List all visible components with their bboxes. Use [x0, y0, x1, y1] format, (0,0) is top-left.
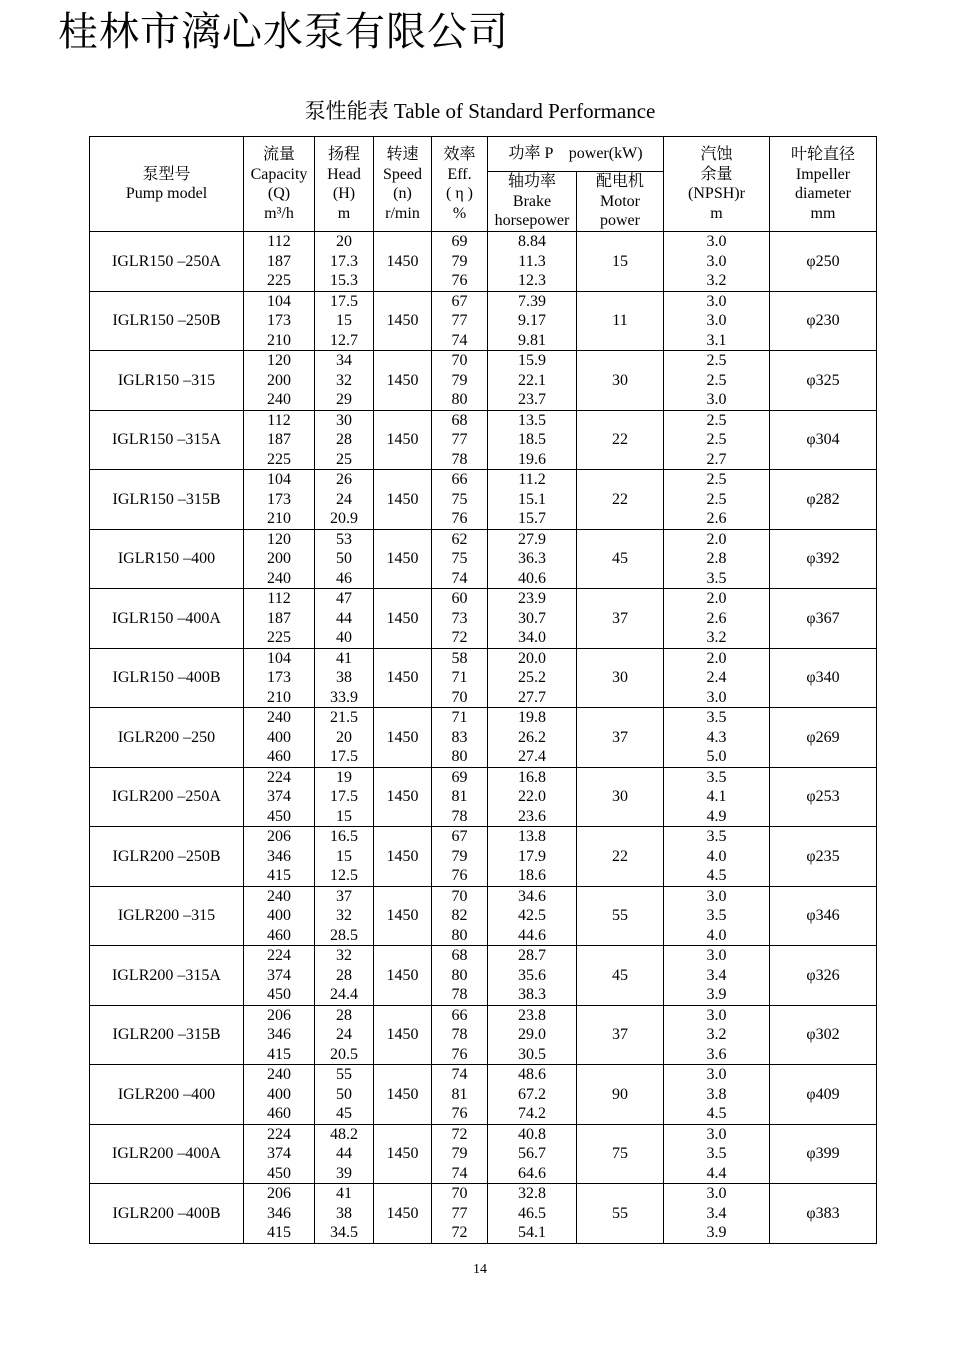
speed-cell: 1450: [374, 410, 432, 470]
table-body: [90, 232, 877, 1244]
impeller-cell: φ325: [770, 351, 877, 411]
model-cell: IGLR150 –315B: [90, 470, 244, 530]
impeller-cell: φ326: [770, 946, 877, 1006]
capacity-cell: 120 200 240: [244, 351, 315, 411]
speed-cell: 1450: [374, 767, 432, 827]
model-cell: IGLR150 –315: [90, 351, 244, 411]
capacity-cell: 104 173 210: [244, 470, 315, 530]
brake-cell: 7.39 9.17 9.81: [488, 291, 577, 351]
speed-cell: 1450: [374, 648, 432, 708]
npsh-cell: 2.5 2.5 2.7: [664, 410, 770, 470]
impeller-cell: φ230: [770, 291, 877, 351]
motor-cell: 37: [577, 708, 664, 768]
impeller-cell: φ346: [770, 886, 877, 946]
eff-cell: 71 83 80: [432, 708, 488, 768]
impeller-cell: φ367: [770, 589, 877, 649]
brake-cell: 13.5 18.5 19.6: [488, 410, 577, 470]
speed-cell: 1450: [374, 1065, 432, 1125]
npsh-cell: 3.0 3.8 4.5: [664, 1065, 770, 1125]
header-capacity: [244, 137, 315, 232]
model-cell: IGLR150 –400A: [90, 589, 244, 649]
head-cell: 53 50 46: [315, 529, 374, 589]
table-row: [90, 1005, 877, 1065]
speed-cell: 1450: [374, 708, 432, 768]
brake-cell: 13.8 17.9 18.6: [488, 827, 577, 887]
eff-cell: 66 78 76: [432, 1005, 488, 1065]
head-cell: 32 28 24.4: [315, 946, 374, 1006]
impeller-cell: φ282: [770, 470, 877, 530]
brake-cell: 28.7 35.6 38.3: [488, 946, 577, 1006]
motor-cell: 11: [577, 291, 664, 351]
brake-cell: 48.6 67.2 74.2: [488, 1065, 577, 1125]
impeller-cell: φ235: [770, 827, 877, 887]
table-row: [90, 232, 877, 292]
brake-cell: 20.0 25.2 27.7: [488, 648, 577, 708]
table-row: [90, 410, 877, 470]
table-row: [90, 351, 877, 411]
table-title: 泵性能表 Table of Standard Performance: [304, 99, 656, 123]
motor-cell: 30: [577, 767, 664, 827]
npsh-cell: 3.5 4.3 5.0: [664, 708, 770, 768]
eff-cell: 70 77 72: [432, 1184, 488, 1244]
capacity-cell: 206 346 415: [244, 1184, 315, 1244]
motor-cell: 22: [577, 470, 664, 530]
capacity-cell: 104 173 210: [244, 291, 315, 351]
header-power: 功率 P power(kW): [488, 137, 664, 172]
model-cell: IGLR150 –250A: [90, 232, 244, 292]
brake-cell: 34.6 42.5 44.6: [488, 886, 577, 946]
eff-cell: 68 80 78: [432, 946, 488, 1006]
head-cell: 34 32 29: [315, 351, 374, 411]
speed-cell: 1450: [374, 232, 432, 292]
header-brake: 轴功率 Brake horsepower: [488, 172, 577, 232]
brake-cell: 27.9 36.3 40.6: [488, 529, 577, 589]
speed-cell: 1450: [374, 589, 432, 649]
capacity-cell: 104 173 210: [244, 648, 315, 708]
speed-cell: 1450: [374, 351, 432, 411]
motor-cell: 55: [577, 886, 664, 946]
brake-cell: 15.9 22.1 23.7: [488, 351, 577, 411]
header-speed: 转速 Speed (n) r/min: [374, 137, 432, 232]
brake-cell: 11.2 15.1 15.7: [488, 470, 577, 530]
page-number: 14: [473, 1262, 487, 1277]
npsh-cell: 3.0 3.5 4.4: [664, 1124, 770, 1184]
speed-cell: 1450: [374, 529, 432, 589]
brake-cell: 23.8 29.0 30.5: [488, 1005, 577, 1065]
impeller-cell: φ409: [770, 1065, 877, 1125]
header-capacity-label: 流量 Capacity (Q): [250, 146, 308, 202]
npsh-cell: 2.0 2.6 3.2: [664, 589, 770, 649]
motor-cell: 37: [577, 589, 664, 649]
capacity-cell: 206 346 415: [244, 827, 315, 887]
npsh-cell: 2.0 2.4 3.0: [664, 648, 770, 708]
brake-cell: 32.8 46.5 54.1: [488, 1184, 577, 1244]
motor-cell: 45: [577, 946, 664, 1006]
capacity-cell: 206 346 415: [244, 1005, 315, 1065]
npsh-cell: 3.0 3.5 4.0: [664, 886, 770, 946]
table-row: [90, 1124, 877, 1184]
brake-cell: 23.9 30.7 34.0: [488, 589, 577, 649]
speed-cell: 1450: [374, 1184, 432, 1244]
eff-cell: 74 81 76: [432, 1065, 488, 1125]
eff-cell: 58 71 70: [432, 648, 488, 708]
head-cell: 16.5 15 12.5: [315, 827, 374, 887]
eff-cell: 70 79 80: [432, 351, 488, 411]
motor-cell: 37: [577, 1005, 664, 1065]
table-row: [90, 529, 877, 589]
model-cell: IGLR200 –250B: [90, 827, 244, 887]
npsh-cell: 2.0 2.8 3.5: [664, 529, 770, 589]
motor-cell: 45: [577, 529, 664, 589]
head-cell: 48.2 44 39: [315, 1124, 374, 1184]
eff-cell: 72 79 74: [432, 1124, 488, 1184]
impeller-cell: φ340: [770, 648, 877, 708]
table-row: [90, 589, 877, 649]
head-cell: 19 17.5 15: [315, 767, 374, 827]
head-cell: 41 38 34.5: [315, 1184, 374, 1244]
table-row: [90, 708, 877, 768]
speed-cell: 1450: [374, 827, 432, 887]
header-head: 扬程 Head (H) m: [315, 137, 374, 232]
table-row: [90, 470, 877, 530]
head-cell: 30 28 25: [315, 410, 374, 470]
table-row: [90, 291, 877, 351]
eff-cell: 70 82 80: [432, 886, 488, 946]
head-cell: 41 38 33.9: [315, 648, 374, 708]
capacity-cell: 224 374 450: [244, 767, 315, 827]
head-cell: 28 24 20.5: [315, 1005, 374, 1065]
model-cell: IGLR200 –250A: [90, 767, 244, 827]
header-eff: 效率 Eff. ( η ) %: [432, 137, 488, 232]
table-row: [90, 827, 877, 887]
eff-cell: 69 79 76: [432, 232, 488, 292]
model-cell: IGLR200 –400B: [90, 1184, 244, 1244]
header-npsh: 汽蚀 余量 (NPSH)r m: [664, 137, 770, 232]
eff-cell: 67 79 76: [432, 827, 488, 887]
capacity-cell: 112 187 225: [244, 589, 315, 649]
header-capacity-unit: m³/h: [264, 204, 294, 222]
head-cell: 21.5 20 17.5: [315, 708, 374, 768]
npsh-cell: 3.0 3.2 3.6: [664, 1005, 770, 1065]
speed-cell: 1450: [374, 470, 432, 530]
model-cell: IGLR200 –315B: [90, 1005, 244, 1065]
npsh-cell: 2.5 2.5 2.6: [664, 470, 770, 530]
capacity-cell: 240 400 460: [244, 886, 315, 946]
npsh-cell: 3.0 3.0 3.1: [664, 291, 770, 351]
eff-cell: 68 77 78: [432, 410, 488, 470]
model-cell: IGLR150 –400B: [90, 648, 244, 708]
head-cell: 47 44 40: [315, 589, 374, 649]
model-cell: IGLR200 –250: [90, 708, 244, 768]
impeller-cell: φ304: [770, 410, 877, 470]
motor-cell: 55: [577, 1184, 664, 1244]
model-cell: IGLR200 –315A: [90, 946, 244, 1006]
speed-cell: 1450: [374, 1005, 432, 1065]
motor-cell: 22: [577, 827, 664, 887]
eff-cell: 60 73 72: [432, 589, 488, 649]
brake-cell: 19.8 26.2 27.4: [488, 708, 577, 768]
brake-cell: 16.8 22.0 23.6: [488, 767, 577, 827]
performance-table: [89, 136, 877, 1244]
eff-cell: 66 75 76: [432, 470, 488, 530]
speed-cell: 1450: [374, 291, 432, 351]
capacity-cell: 112 187 225: [244, 410, 315, 470]
table-row: [90, 946, 877, 1006]
npsh-cell: 3.0 3.0 3.2: [664, 232, 770, 292]
impeller-cell: φ392: [770, 529, 877, 589]
model-cell: IGLR200 –400A: [90, 1124, 244, 1184]
company-name: 桂林市漓心水泵有限公司: [58, 9, 509, 55]
motor-cell: 22: [577, 410, 664, 470]
motor-cell: 15: [577, 232, 664, 292]
brake-cell: 8.84 11.3 12.3: [488, 232, 577, 292]
brake-cell: 40.8 56.7 64.6: [488, 1124, 577, 1184]
eff-cell: 62 75 74: [432, 529, 488, 589]
npsh-cell: 3.0 3.4 3.9: [664, 946, 770, 1006]
speed-cell: 1450: [374, 886, 432, 946]
impeller-cell: φ250: [770, 232, 877, 292]
header-motor: 配电机 Motor power: [577, 172, 664, 232]
head-cell: 20 17.3 15.3: [315, 232, 374, 292]
impeller-cell: φ399: [770, 1124, 877, 1184]
impeller-cell: φ302: [770, 1005, 877, 1065]
npsh-cell: 2.5 2.5 3.0: [664, 351, 770, 411]
capacity-cell: 240 400 460: [244, 1065, 315, 1125]
impeller-cell: φ383: [770, 1184, 877, 1244]
model-cell: IGLR150 –250B: [90, 291, 244, 351]
model-cell: IGLR150 –400: [90, 529, 244, 589]
table-row: [90, 1184, 877, 1244]
speed-cell: 1450: [374, 946, 432, 1006]
head-cell: 26 24 20.9: [315, 470, 374, 530]
head-cell: 37 32 28.5: [315, 886, 374, 946]
motor-cell: 30: [577, 351, 664, 411]
head-cell: 17.5 15 12.7: [315, 291, 374, 351]
header-model: 泵型号 Pump model: [90, 137, 244, 232]
eff-cell: 69 81 78: [432, 767, 488, 827]
speed-cell: 1450: [374, 1124, 432, 1184]
table-row: [90, 1065, 877, 1125]
motor-cell: 75: [577, 1124, 664, 1184]
head-cell: 55 50 45: [315, 1065, 374, 1125]
model-cell: IGLR200 –315: [90, 886, 244, 946]
npsh-cell: 3.0 3.4 3.9: [664, 1184, 770, 1244]
impeller-cell: φ253: [770, 767, 877, 827]
capacity-cell: 120 200 240: [244, 529, 315, 589]
model-cell: IGLR150 –315A: [90, 410, 244, 470]
header-impeller: 叶轮直径 Impeller diameter mm: [770, 137, 877, 232]
motor-cell: 30: [577, 648, 664, 708]
capacity-cell: 224 374 450: [244, 946, 315, 1006]
npsh-cell: 3.5 4.1 4.9: [664, 767, 770, 827]
capacity-cell: 224 374 450: [244, 1124, 315, 1184]
table-row: [90, 767, 877, 827]
capacity-cell: 112 187 225: [244, 232, 315, 292]
capacity-cell: 240 400 460: [244, 708, 315, 768]
npsh-cell: 3.5 4.0 4.5: [664, 827, 770, 887]
motor-cell: 90: [577, 1065, 664, 1125]
table-row: [90, 886, 877, 946]
table-row: [90, 648, 877, 708]
model-cell: IGLR200 –400: [90, 1065, 244, 1125]
eff-cell: 67 77 74: [432, 291, 488, 351]
impeller-cell: φ269: [770, 708, 877, 768]
